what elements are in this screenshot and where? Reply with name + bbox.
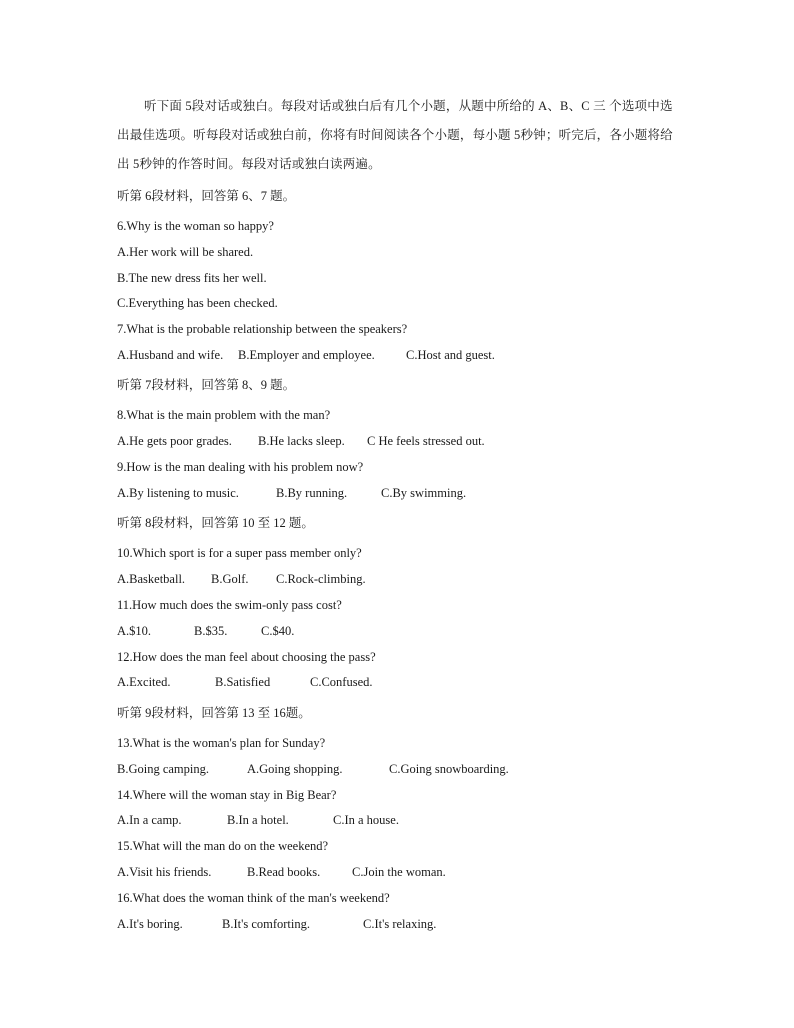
option: B.Golf. <box>211 572 249 586</box>
option-row <box>117 761 509 777</box>
option: A.In a camp. <box>117 813 182 827</box>
question-text: 7.What is the probable relationship between the speakers? <box>117 322 408 336</box>
option: B.He lacks sleep. <box>258 434 345 448</box>
question-text: 15.What will the man do on the weekend? <box>117 839 329 853</box>
option-row <box>117 916 436 932</box>
question-text: 6.Why is the woman so happy? <box>117 219 274 233</box>
question-text: 13.What is the woman's plan for Sunday? <box>117 736 326 750</box>
option: C.It's relaxing. <box>363 917 437 931</box>
option: A.Basketball. <box>117 572 186 586</box>
option: B.Going camping. <box>117 762 210 776</box>
option: A.Excited. <box>117 675 171 689</box>
option: B.It's comforting. <box>222 917 311 931</box>
question-text: 11.How much does the swim-only pass cost? <box>117 598 342 612</box>
option: C.In a house. <box>333 813 399 827</box>
section-heading: 听第 9段材料，回答第 13 至 16题。 <box>117 706 311 720</box>
option-row <box>117 571 366 587</box>
option: C.By swimming. <box>381 486 467 500</box>
option: B.Read books. <box>247 865 321 879</box>
question-text: 12.How does the man feel about choosing the pass? <box>117 650 376 664</box>
question-text: 8.What is the main problem with the man? <box>117 408 331 422</box>
option: C.Rock-climbing. <box>276 572 366 586</box>
option-row <box>117 485 466 501</box>
option-row <box>117 433 485 449</box>
option: B.The new dress fits her well. <box>117 271 267 285</box>
option: B.$35. <box>194 624 228 638</box>
section-heading: 听第 7段材料，回答第 8、9 题。 <box>117 378 296 392</box>
option-row <box>117 623 294 639</box>
option: A.By listening to music. <box>117 486 239 500</box>
option: C.Confused. <box>310 675 373 689</box>
option: C.Host and guest. <box>406 348 495 362</box>
question-text: 16.What does the woman think of the man's weekend? <box>117 891 390 905</box>
question-text: 14.Where will the woman stay in Big Bear? <box>117 788 337 802</box>
option: A.It's boring. <box>117 917 183 931</box>
option: A.Husband and wife. <box>117 348 224 362</box>
intro-paragraph: 听下面 5段对话或独白。每段对话或独白后有几个小题，从题中所给的 A、B、C 三 个选项中选出最佳选项。听每段对话或独白前，你将有时间阅读各个小题，每小题 5秒钟；听完后，各小题将给出 5秒钟的作答时间。每段对话或独白读两遍。 <box>117 99 673 171</box>
question-text: 10.Which sport is for a super pass member only? <box>117 546 362 560</box>
option: B.Employer and employee. <box>238 348 375 362</box>
option: C.$40. <box>261 624 295 638</box>
question-text: 9.How is the man dealing with his problem now? <box>117 460 364 474</box>
option: C.Join the woman. <box>352 865 446 879</box>
section-heading: 听第 6段材料，回答第 6、7 题。 <box>117 189 296 203</box>
option: A.Visit his friends. <box>117 865 212 879</box>
option: C He feels stressed out. <box>367 434 485 448</box>
option-row <box>117 347 495 363</box>
option-row <box>117 864 446 880</box>
option: A.He gets poor grades. <box>117 434 232 448</box>
option-row <box>117 674 373 690</box>
section-heading: 听第 8段材料，回答第 10 至 12 题。 <box>117 516 314 530</box>
option: B.In a hotel. <box>227 813 289 827</box>
option: C.Going snowboarding. <box>389 762 509 776</box>
option: A.$10. <box>117 624 152 638</box>
option: A.Going shopping. <box>247 762 343 776</box>
option: A.Her work will be shared. <box>117 245 254 259</box>
option: C.Everything has been checked. <box>117 296 278 310</box>
option: B.By running. <box>276 486 348 500</box>
option: B.Satisfied <box>215 675 271 689</box>
option-row <box>117 812 399 828</box>
